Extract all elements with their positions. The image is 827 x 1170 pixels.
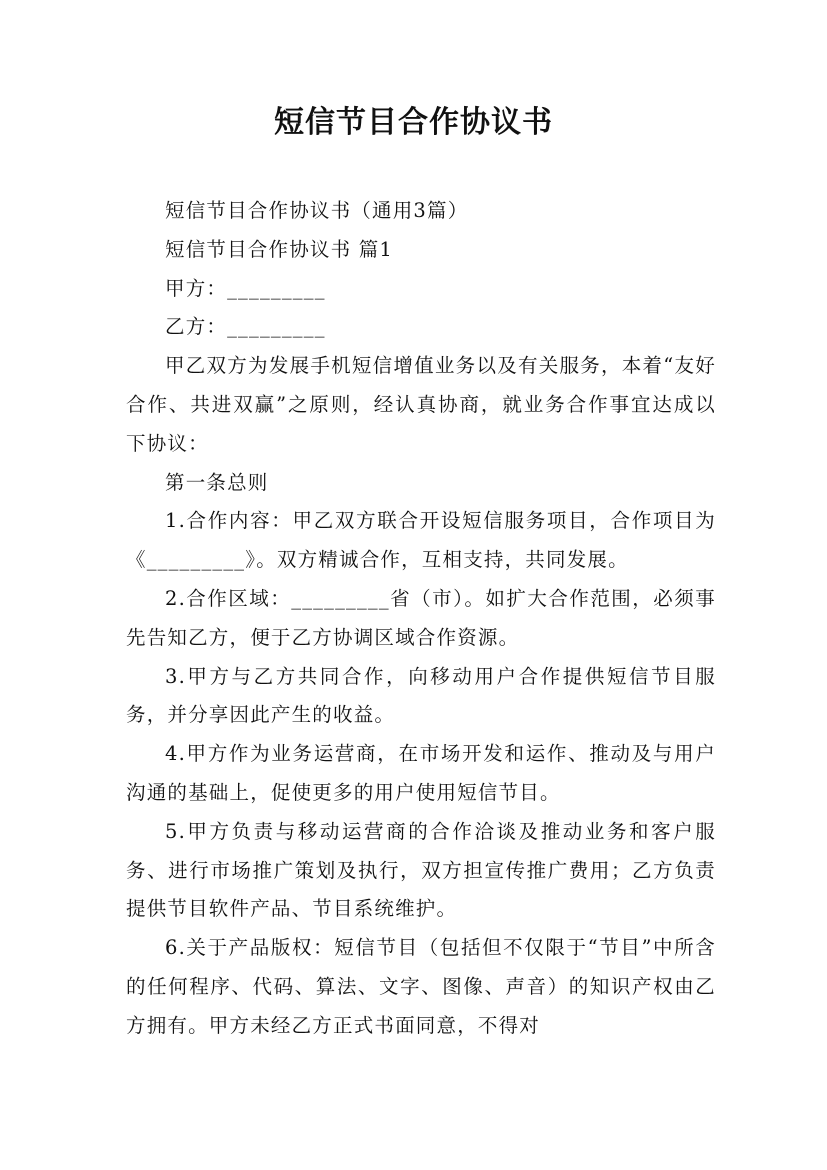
paragraph-clause-5: 5.甲方负责与移动运营商的合作洽谈及推动业务和客户服务、进行市场推广策划及执行，双方担宣传推广费用；乙方负责提供节目软件产品、节目系统维护。 [126,819,716,921]
paragraph-party-a: 甲方：_________ [165,276,326,300]
paragraph-section-heading: 短信节目合作协议书 篇1 [165,237,394,261]
paragraph-clause-3: 3.甲方与乙方共同合作，向移动用户合作提供短信节目服务，并分享因此产生的收益。 [126,664,716,727]
paragraph-subtitle: 短信节目合作协议书（通用3篇） [165,199,469,222]
paragraph-clause-1: 1.合作内容：甲乙双方联合开设短信服务项目，合作项目为《_________》。双方精诚合作，互相支持，共同发展。 [126,509,716,572]
paragraph-clause-2: 2.合作区域：_________省（市）。如扩大合作范围，必须事先告知乙方，便于乙方协调区域合作资源。 [126,586,716,649]
paragraph-clause-6: 6.关于产品版权：短信节目（包括但不仅限于“节目”中所含的任何程序、代码、算法、文字、图像、声音）的知识产权由乙方拥有。甲方未经乙方正式书面同意，不得对 [126,936,716,1037]
document-body [126,192,716,1046]
paragraph-article-1-heading: 第一条总则 [165,470,269,494]
document-title: 短信节目合作协议书 [274,105,553,140]
paragraph-preamble: 甲乙双方为发展手机短信增值业务以及有关服务，本着“友好合作、共进双赢”之原则，经认真协商，就业务合作事宜达成以下协议： [126,354,716,455]
paragraph-clause-4: 4.甲方作为业务运营商，在市场开发和运作、推动及与用户沟通的基础上，促使更多的用户使用短信节目。 [126,742,716,804]
paragraph-party-b: 乙方：_________ [165,315,326,339]
